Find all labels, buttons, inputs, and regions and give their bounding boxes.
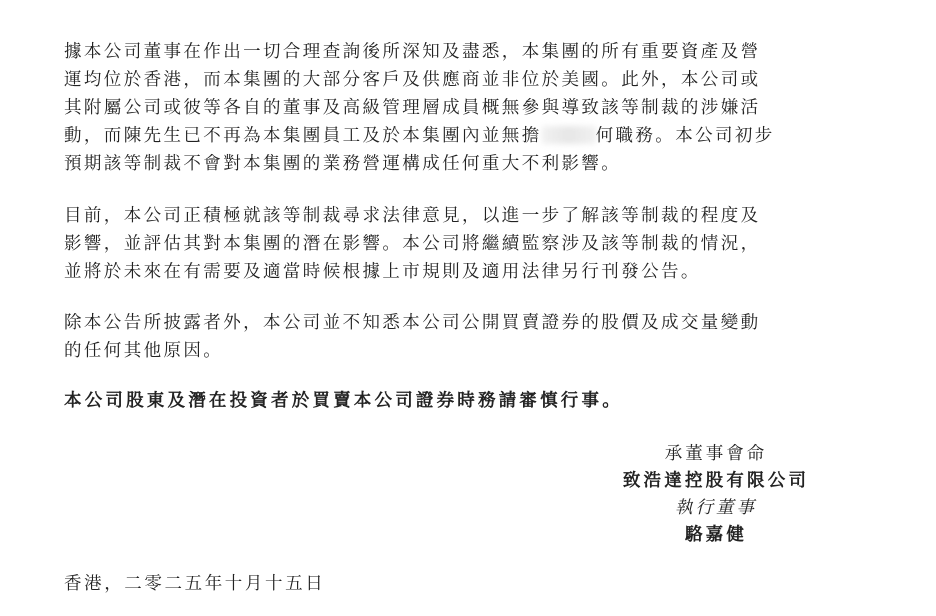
investor-warning: 本公司股東及潛在投資者於買賣本公司證券時務請審慎行事。 [64, 391, 623, 411]
text-segment: 何職務。本公司初步 [595, 126, 775, 146]
text-line [64, 122, 872, 150]
by-order-of-board: 承董事會命 [664, 444, 768, 464]
text-line: 運均位於香港，而本集團的大部分客戶及供應商並非位於美國。此外，本公司或 [64, 70, 761, 90]
text-line: 除本公告所披露者外，本公司並不知悉本公司公開買賣證券的股價及成交量變動 [64, 313, 761, 333]
date-line: 香港，二零二五年十月十五日 [64, 574, 326, 594]
text-line: 預期該等制裁不會對本集團的業務營運構成任何重大不利影響。 [64, 154, 622, 174]
text-segment: 動，而陳先生已不再為本集團員工及於本集團內並無擔 [64, 126, 542, 146]
text-line: 並將於未來在有需要及適當時候根據上市規則及適用法律另行刊發公告。 [64, 262, 701, 282]
signatory-title: 執行董事 [675, 498, 757, 518]
text-line: 據本公司董事在作出一切合理查詢後所深知及盡悉，本集團的所有重要資產及營 [64, 42, 761, 62]
signatory-name: 駱嘉健 [684, 525, 748, 545]
text-line: 影響，並評估其對本集團的潛在影響。本公司將繼續監察涉及該等制裁的情況， [64, 234, 761, 254]
text-line: 目前，本公司正積極就該等制裁尋求法律意見，以進一步了解該等制裁的程度及 [64, 206, 761, 226]
company-name: 致浩達控股有限公司 [622, 471, 810, 491]
text-line: 其附屬公司或彼等各自的董事及高級管理層成員概無參與導致該等制裁的涉嫌活 [64, 98, 761, 118]
text-line: 的任何其他原因。 [64, 341, 224, 361]
blurred-redaction [542, 126, 596, 144]
